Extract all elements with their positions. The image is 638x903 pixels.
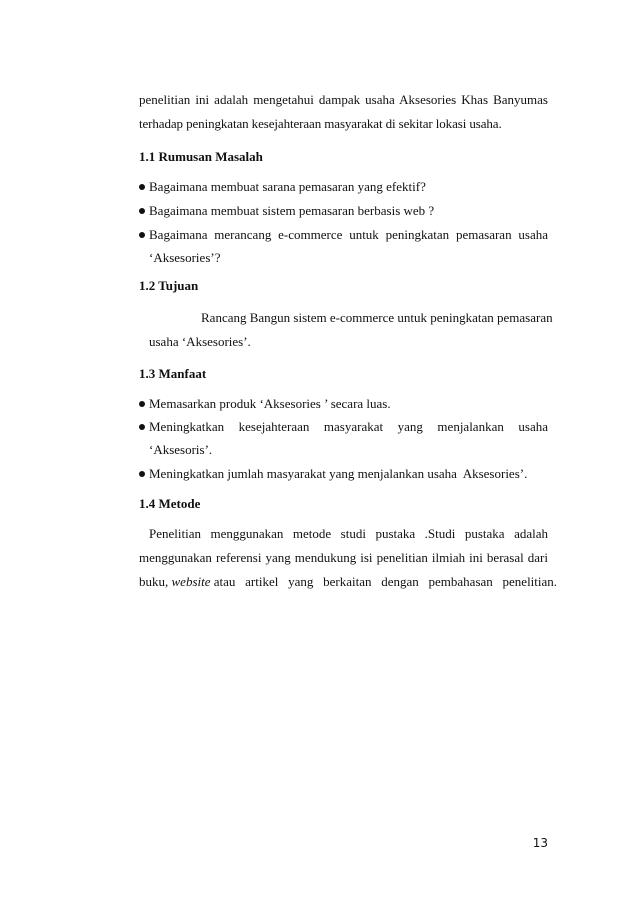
manfaat-item-1 (139, 396, 548, 412)
manfaat-item-2 (139, 419, 548, 459)
manfaat-heading: 1.3 Manfaat (139, 366, 207, 381)
rumusan-item-3-line-1: Bagaimana merancang e-commerce untuk peningkatan pemasaran usaha (149, 227, 548, 242)
bullet-icon (139, 424, 145, 430)
rumusan-item-3-line-2: ‘Aksesories’? (149, 250, 221, 265)
manfaat-item-1-text: Memasarkan produk ‘Aksesories ’ secara luas. (149, 396, 391, 411)
metode-line-3-post: atau artikel yang berkaitan dengan pembahasan penelitian. (213, 574, 558, 589)
bullet-icon (139, 184, 145, 190)
rumusan-item-2-text: Bagaimana membuat sistem pemasaran berbasis web ? (149, 203, 435, 218)
bullet-icon (139, 208, 145, 214)
rumusan-item-2 (139, 203, 548, 219)
metode-line-3 (139, 574, 558, 590)
manfaat-item-2-line-2: ‘Aksesoris’. (149, 442, 213, 457)
rumusan-heading: 1.1 Rumusan Masalah (139, 149, 263, 164)
metode-line-3-italic: website (171, 574, 211, 589)
bullet-icon (139, 232, 145, 238)
text-column (139, 0, 558, 903)
manfaat-item-3-text: Meningkatkan jumlah masyarakat yang menjalankan usaha Aksesories’. (149, 466, 528, 481)
tujuan-line-2: usaha ‘Aksesories’. (149, 334, 251, 349)
bullet-icon (139, 401, 145, 407)
metode-line-3-pre: buku, (139, 574, 169, 589)
manfaat-item-3 (139, 466, 548, 482)
metode-line-1: Penelitian menggunakan metode studi pustaka .Studi pustaka adalah (149, 526, 548, 541)
metode-line-2: menggunakan referensi yang mendukung isi penelitian ilmiah ini berasal dari (139, 550, 548, 565)
intro-line-1: penelitian ini adalah mengetahui dampak usaha Aksesories Khas Banyumas (139, 92, 548, 107)
metode-heading: 1.4 Metode (139, 496, 201, 511)
intro-line-2: terhadap peningkatan kesejahteraan masyarakat di sekitar lokasi usaha. (139, 116, 502, 131)
tujuan-line-1: Rancang Bangun sistem e-commerce untuk peningkatan pemasaran (201, 310, 553, 325)
tujuan-heading: 1.2 Tujuan (139, 278, 199, 293)
rumusan-item-3 (139, 227, 548, 267)
bullet-icon (139, 471, 145, 477)
rumusan-item-1-text: Bagaimana membuat sarana pemasaran yang efektif? (149, 179, 426, 194)
manfaat-item-2-line-1: Meningkatkan kesejahteraan masyarakat yang menjalankan usaha (149, 419, 548, 434)
page-number: 13 (532, 836, 548, 850)
rumusan-item-1 (139, 179, 548, 195)
